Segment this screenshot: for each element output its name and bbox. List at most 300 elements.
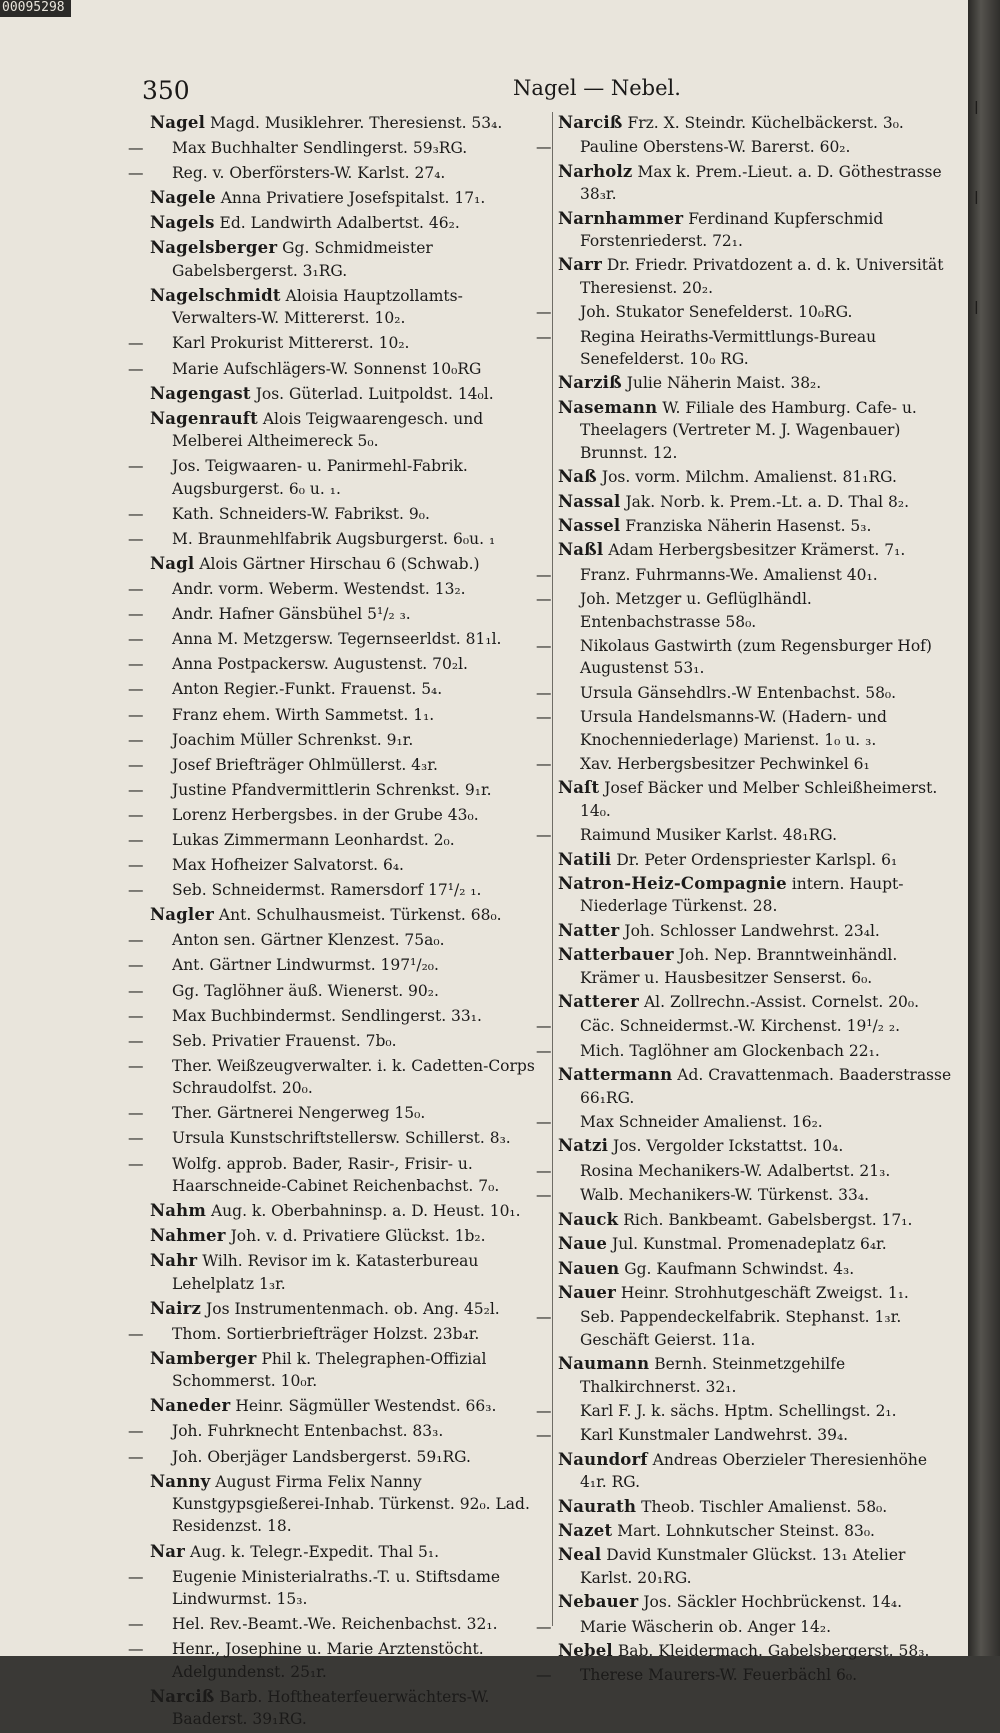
directory-entry <box>558 1209 954 1231</box>
directory-entry <box>536 326 954 371</box>
directory-entry <box>558 873 954 918</box>
repeat-dash: — <box>128 139 144 158</box>
directory-entry <box>150 408 546 453</box>
entry-surname: Nazet <box>558 1520 613 1540</box>
repeat-dash: — <box>128 805 144 824</box>
directory-entry <box>536 588 954 633</box>
repeat-dash: — <box>536 636 552 655</box>
repeat-dash: — <box>128 1031 144 1050</box>
entry-details: Max k. Prem.-Lieut. a. D. Göthestrasse 38₃r. <box>580 162 942 204</box>
directory-entry <box>536 635 954 680</box>
entry-details: Aug. k. Oberbahninsp. a. D. Heust. 10₁. <box>210 1202 521 1220</box>
repeat-dash: — <box>536 708 552 727</box>
directory-entry <box>150 1348 546 1393</box>
directory-entry <box>558 112 954 134</box>
entry-surname: Naumann <box>558 1354 650 1374</box>
entry-surname: Nagler <box>150 905 214 925</box>
repeat-dash: — <box>536 1401 552 1420</box>
entry-details: Max Buchhalter Sendlingerst. 59₃RG. <box>172 139 468 158</box>
entry-details: Jul. Kunstmal. Promenadeplatz 6₄r. <box>612 1235 887 1254</box>
directory-entry <box>536 824 954 846</box>
directory-entry <box>150 904 546 926</box>
repeat-dash: — <box>536 1426 552 1445</box>
entry-surname: Nahr <box>150 1251 198 1271</box>
repeat-dash: — <box>536 1308 552 1327</box>
entry-details: David Kunstmaler Glückst. 13₁ Atelier Karlst. 20₁RG. <box>580 1546 906 1587</box>
entry-details: Seb. Pappendeckelfabrik. Stephanst. 1₃r. Geschäft Geierst. 11a. <box>580 1308 902 1349</box>
edge-mark: | <box>974 100 979 115</box>
directory-entry <box>128 804 546 826</box>
directory-entry <box>558 397 954 464</box>
repeat-dash: — <box>128 580 144 599</box>
entry-details: Magd. Musiklehrer. Theresienst. 53₄. <box>210 114 503 132</box>
entry-details: Marie Aufschlägers-W. Sonnenst 10₀RG <box>172 359 482 378</box>
edge-mark: | <box>974 300 979 315</box>
entry-details: W. Filiale des Hamburg. Cafe- u. Theelagers (Vertreter M. J. Wagenbauer) Brunnst. 12. <box>580 398 917 462</box>
entry-details: Wolfg. approb. Bader, Rasir-, Frisir- u. Haarschneide-Cabinet Reichenbachst. 7₀. <box>172 1154 500 1195</box>
entry-details: Franz ehem. Wirth Sammetst. 1₁. <box>172 705 435 724</box>
directory-entry <box>128 1613 546 1635</box>
entry-details: Ursula Kunstschriftstellersw. Schillerst. 8₃. <box>172 1129 511 1148</box>
entry-details: Max Schneider Amalienst. 16₂. <box>580 1113 823 1132</box>
directory-entry <box>150 285 546 330</box>
directory-entry <box>128 1127 546 1149</box>
entry-details: Joh. Schlosser Landwehrst. 23₄l. <box>624 921 880 940</box>
repeat-dash: — <box>128 457 144 476</box>
entry-details: Hel. Rev.-Beamt.-We. Reichenbachst. 32₁. <box>172 1615 498 1634</box>
entry-details: Rosina Mechanikers-W. Adalbertst. 21₃. <box>580 1161 891 1180</box>
entry-details: Gg. Schmidmeister Gabelsbergerst. 3₁RG. <box>172 239 433 280</box>
directory-entry <box>150 237 546 282</box>
directory-entry <box>128 1055 546 1100</box>
entry-details: Jos. Teigwaaren- u. Panirmehl-Fabrik. Augsburgerst. 6₀ u. ₁. <box>172 457 468 498</box>
directory-entry <box>150 112 546 134</box>
entry-details: Regina Heiraths-Vermittlungs-Bureau Senefelderst. 10₀ RG. <box>580 327 877 369</box>
repeat-dash: — <box>536 1186 552 1205</box>
entry-details: Karl Prokurist Mittererst. 10₂. <box>172 334 410 353</box>
repeat-dash: — <box>128 605 144 624</box>
column-divider <box>552 112 553 1626</box>
entry-details: Ferdinand Kupferschmid Forstenriederst. 72₁. <box>580 209 884 251</box>
entry-surname: Narziß <box>558 373 622 393</box>
entry-details: Joachim Müller Schrenkst. 9₁r. <box>172 730 414 749</box>
directory-entry <box>128 678 546 700</box>
entry-surname: Natili <box>558 849 612 869</box>
directory-entry <box>150 1298 546 1320</box>
edge-mark: | <box>974 190 979 205</box>
entry-details: Therese Maurers-W. Feuerbächl 6₀. <box>580 1666 857 1685</box>
entry-surname: Nahmer <box>150 1226 226 1246</box>
repeat-dash: — <box>128 1615 144 1634</box>
directory-entry <box>150 1225 546 1247</box>
directory-entry <box>128 162 546 184</box>
entry-details: Ursula Gänsehdlrs.-W Entenbachst. 58₀. <box>580 683 897 702</box>
entry-surname: Naßl <box>558 540 604 560</box>
entry-surname: Nauck <box>558 1209 619 1229</box>
repeat-dash: — <box>128 1006 144 1025</box>
entry-details: Kath. Schneiders-W. Fabrikst. 9₀. <box>172 504 430 523</box>
entry-details: Bab. Kleidermach. Gabelsbergerst. 58₃. <box>617 1642 930 1660</box>
repeat-dash: — <box>128 1104 144 1123</box>
entry-surname: Nauen <box>558 1258 620 1278</box>
entry-details: Gg. Taglöhner äuß. Wienerst. 90₂. <box>172 981 439 1000</box>
entry-details: Julie Näherin Maist. 38₂. <box>626 374 822 393</box>
directory-entry <box>128 528 546 550</box>
entry-details: Reg. v. Oberförsters-W. Karlst. 27₄. <box>172 164 446 183</box>
entry-details: Lorenz Herbergsbes. in der Grube 43₀. <box>172 805 479 824</box>
directory-entry <box>128 729 546 751</box>
directory-entry <box>536 1400 954 1422</box>
directory-entry <box>128 829 546 851</box>
directory-entry <box>558 539 954 561</box>
repeat-dash: — <box>536 138 552 157</box>
directory-entry <box>558 372 954 394</box>
repeat-dash: — <box>128 1447 144 1466</box>
directory-entry <box>558 208 954 253</box>
entry-surname: Naundorf <box>558 1449 648 1469</box>
entry-details: Jak. Norb. k. Prem.-Lt. a. D. Thal 8₂. <box>625 492 910 511</box>
repeat-dash: — <box>128 164 144 183</box>
entry-details: Joh. Metzger u. Geflüglhändl. Entenbachstrasse 58₀. <box>580 590 812 631</box>
entry-surname: Natterer <box>558 992 639 1012</box>
directory-entry <box>536 1664 954 1686</box>
entry-details: Bernh. Steinmetzgehilfe Thalkirchnerst. 32₁. <box>580 1355 846 1396</box>
entry-details: Thom. Sortierbriefträger Holzst. 23b₄r. <box>172 1324 480 1343</box>
entry-details: Joh. v. d. Privatiere Glückst. 1b₂. <box>230 1227 486 1246</box>
entry-details: Wilh. Revisor im k. Katasterbureau Lehelplatz 1₃r. <box>172 1252 479 1293</box>
entry-details: M. Braunmehlfabrik Augsburgerst. 6₀u. ₁ <box>172 529 496 548</box>
directory-entry <box>558 1064 954 1109</box>
entry-details: Seb. Privatier Frauenst. 7b₀. <box>172 1031 397 1050</box>
entry-surname: Narnhammer <box>558 208 684 228</box>
directory-entry <box>128 653 546 675</box>
directory-entry <box>536 1306 954 1351</box>
entry-details: Ther. Weißzeugverwalter. i. k. Cadetten-Corps Schraudolfst. 20₀. <box>172 1056 535 1098</box>
entry-details: Anton Regier.-Funkt. Frauenst. 5₄. <box>172 680 443 699</box>
entry-surname: Nasemann <box>558 397 658 417</box>
entry-details: August Firma Felix Nanny Kunstgypsgießerei-Inhab. Türkenst. 92₀. Lad. Residenzst. 18. <box>172 1472 530 1536</box>
page-header <box>142 72 962 108</box>
directory-entry <box>558 1591 954 1613</box>
directory-entry <box>536 301 954 323</box>
directory-entry <box>536 1616 954 1638</box>
directory-entry <box>128 929 546 951</box>
entry-surname: Nahm <box>150 1201 207 1220</box>
entry-details: Mart. Lohnkutscher Steinst. 83₀. <box>617 1521 875 1540</box>
directory-entry <box>128 455 546 500</box>
directory-entry <box>558 1449 954 1494</box>
directory-entry <box>150 212 546 234</box>
entry-details: Eugenie Ministerialraths.-T. u. Stiftsdame Lindwurmst. 15₃. <box>172 1567 501 1609</box>
entry-details: Adam Herbergsbesitzer Krämerst. 7₁. <box>608 541 906 560</box>
entry-details: Ad. Cravattenmach. Baaderstrasse 66₁RG. <box>580 1066 952 1107</box>
directory-entry <box>558 1496 954 1518</box>
directory-entry <box>128 1566 546 1611</box>
directory-entry <box>558 1233 954 1255</box>
entry-details: Alois Gärtner Hirschau 6 (Schwab.) <box>199 554 480 573</box>
directory-entry <box>128 1153 546 1198</box>
running-title: Nagel — Nebel. <box>513 76 681 100</box>
directory-entry <box>128 1005 546 1027</box>
entry-details: Anton sen. Gärtner Klenzest. 75a₀. <box>172 931 445 950</box>
entry-surname: Natzi <box>558 1136 609 1156</box>
entry-details: Josef Briefträger Ohlmüllerst. 4₃r. <box>172 755 438 774</box>
entry-surname: Nebel <box>558 1641 613 1660</box>
directory-entry <box>536 1184 954 1206</box>
repeat-dash: — <box>128 655 144 674</box>
entry-details: Anna Postpackersw. Augustenst. 70₂l. <box>172 655 468 674</box>
entry-surname: Naſt <box>558 778 600 798</box>
entry-details: Ed. Landwirth Adalbertst. 46₂. <box>219 214 460 233</box>
entry-details: Jos Instrumentenmach. ob. Ang. 45₂l. <box>206 1299 500 1318</box>
directory-entry <box>128 137 546 159</box>
directory-entry <box>150 187 546 209</box>
entry-details: Max Buchbindermst. Sendlingerst. 33₁. <box>172 1006 482 1025</box>
entry-details: Rich. Bankbeamt. Gabelsbergst. 17₁. <box>623 1210 913 1229</box>
entry-details: Anna Privatiere Josefspitalst. 17₁. <box>220 189 486 208</box>
entry-details: Henr., Josephine u. Marie Arztenstöcht. Adelgundenst. 25₁r. <box>172 1640 484 1681</box>
repeat-dash: — <box>128 630 144 649</box>
entry-details: Ant. Gärtner Lindwurmst. 197¹/₂₀. <box>172 956 439 975</box>
directory-entry <box>558 515 954 537</box>
directory-entry <box>128 578 546 600</box>
directory-entry <box>536 564 954 586</box>
repeat-dash: — <box>128 956 144 975</box>
directory-entry <box>536 753 954 775</box>
repeat-dash: — <box>128 755 144 774</box>
directory-entry <box>128 1446 546 1468</box>
entry-details: Jos. Vergolder Ickstattst. 10₄. <box>612 1137 844 1156</box>
directory-entry <box>558 1258 954 1280</box>
entry-details: Franz. Fuhrmanns-We. Amalienst 40₁. <box>580 565 878 584</box>
entry-details: Karl F. J. k. sächs. Hptm. Schellingst. 2₁. <box>580 1401 897 1420</box>
directory-entry <box>558 161 954 206</box>
entry-surname: Naneder <box>150 1396 231 1416</box>
directory-entry <box>128 358 546 380</box>
entry-details: Lukas Zimmermann Leonhardst. 2₀. <box>172 830 455 849</box>
right-column <box>536 112 954 1689</box>
entry-details: Ant. Schulhausmeist. Türkenst. 68₀. <box>218 906 502 925</box>
directory-entry <box>150 1686 546 1731</box>
entry-details: Joh. Nep. Branntweinhändl. Krämer u. Hausbesitzer Senserst. 6₀. <box>580 946 898 987</box>
entry-surname: Nagel <box>150 113 206 132</box>
entry-details: Marie Wäscherin ob. Anger 14₂. <box>580 1617 832 1636</box>
entry-surname: Nar <box>150 1541 186 1561</box>
repeat-dash: — <box>128 1422 144 1441</box>
directory-entry <box>150 1250 546 1295</box>
entry-details: Seb. Schneidermst. Ramersdorf 17¹/₂ ₁. <box>172 881 482 900</box>
directory-entry <box>128 854 546 876</box>
repeat-dash: — <box>536 826 552 845</box>
repeat-dash: — <box>128 1056 144 1075</box>
entry-surname: Narr <box>558 255 602 275</box>
directory-entry <box>536 682 954 704</box>
entry-surname: Nassel <box>558 515 621 535</box>
directory-entry <box>558 1520 954 1542</box>
entry-details: Cäc. Schneidermst.-W. Kirchenst. 19¹/₂ ₂. <box>580 1017 901 1036</box>
entry-details: Aloisia Hauptzollamts-Verwalters-W. Mittererst. 10₂. <box>172 286 463 328</box>
repeat-dash: — <box>536 1017 552 1036</box>
entry-surname: Nagelsberger <box>150 238 278 258</box>
directory-entry <box>558 466 954 488</box>
entry-surname: Nagele <box>150 188 216 208</box>
entry-details: Barb. Hoftheaterfeuerwächters-W. Baaderst. 39₁RG. <box>172 1687 490 1729</box>
entry-details: Justine Pfandvermittlerin Schrenkst. 9₁r. <box>172 780 492 799</box>
repeat-dash: — <box>536 754 552 773</box>
directory-entry <box>128 954 546 976</box>
entry-details: Heinr. Sägmüller Westendst. 66₃. <box>235 1397 497 1416</box>
entry-details: Dr. Peter Ordenspriester Karlspl. 6₁ <box>616 850 898 869</box>
directory-entry <box>128 980 546 1002</box>
entry-surname: Natter <box>558 920 620 940</box>
directory-entry <box>128 628 546 650</box>
entry-surname: Nagels <box>150 213 215 233</box>
entry-details: Jos. Güterlad. Luitpoldst. 14₀l. <box>255 384 494 403</box>
entry-details: Ther. Gärtnerei Nengerweg 15₀. <box>172 1104 426 1123</box>
directory-entry <box>536 1160 954 1182</box>
entry-surname: Nairz <box>150 1298 202 1318</box>
entry-details: Ursula Handelsmanns-W. (Hadern- und Knochenniederlage) Marienst. 1₀ u. ₃. <box>580 708 887 749</box>
entry-surname: Narholz <box>558 161 633 181</box>
directory-entry <box>128 503 546 525</box>
repeat-dash: — <box>128 1640 144 1659</box>
repeat-dash: — <box>128 1567 144 1586</box>
directory-entry <box>128 332 546 354</box>
entry-details: Raimund Musiker Karlst. 48₁RG. <box>580 826 837 845</box>
entry-details: Karl Kunstmaler Landwehrst. 39₄. <box>580 1426 849 1445</box>
repeat-dash: — <box>536 1617 552 1636</box>
directory-entry <box>128 704 546 726</box>
entry-details: Joh. Fuhrknecht Entenbachst. 83₃. <box>172 1422 444 1441</box>
directory-entry <box>128 1420 546 1442</box>
repeat-dash: — <box>536 1666 552 1685</box>
entry-surname: Nebauer <box>558 1592 639 1612</box>
entry-surname: Nauer <box>558 1282 616 1302</box>
entry-details: Dr. Friedr. Privatdozent a. d. k. Universität Theresienst. 20₂. <box>580 256 944 297</box>
repeat-dash: — <box>536 303 552 322</box>
entry-surname: Nagenrauft <box>150 408 258 428</box>
entry-surname: Nassal <box>558 491 621 511</box>
entry-surname: Nanny <box>150 1471 211 1491</box>
directory-entry <box>558 777 954 822</box>
directory-entry <box>558 991 954 1013</box>
entry-surname: Nagl <box>150 553 195 573</box>
repeat-dash: — <box>128 529 144 548</box>
directory-entry <box>558 1353 954 1398</box>
page-number: 350 <box>142 76 190 105</box>
directory-entry <box>128 1323 546 1345</box>
entry-details: Alois Teigwaarengesch. und Melberei Altheimereck 5₀. <box>172 409 484 451</box>
entry-details: Heinr. Strohhutgeschäft Zweigst. 1₁. <box>620 1283 909 1302</box>
directory-entry <box>128 1638 546 1683</box>
entry-surname: Nagelschmidt <box>150 285 281 305</box>
entry-surname: Namberger <box>150 1348 257 1368</box>
entry-details: Jos. Säckler Hochbrückenst. 14₄. <box>643 1593 903 1612</box>
repeat-dash: — <box>128 1129 144 1148</box>
directory-entry <box>558 920 954 942</box>
directory-entry <box>150 1471 546 1538</box>
directory-entry <box>536 136 954 158</box>
entry-details: Nikolaus Gastwirth (zum Regensburger Hof) Augustenst 53₁. <box>580 636 932 678</box>
entry-surname: Natterbauer <box>558 945 674 965</box>
directory-entry <box>128 754 546 776</box>
directory-entry <box>558 1544 954 1589</box>
directory-entry <box>536 706 954 751</box>
repeat-dash: — <box>536 327 552 346</box>
repeat-dash: — <box>128 881 144 900</box>
entry-details: Andr. vorm. Weberm. Westendst. 13₂. <box>172 580 466 599</box>
entry-surname: Natron-Heiz-Compagnie <box>558 874 787 893</box>
entry-details: Max Hofheizer Salvatorst. 6₄. <box>172 856 404 875</box>
entry-details: Pauline Oberstens-W. Barerst. 60₂. <box>580 138 851 157</box>
entry-surname: Naß <box>558 467 597 487</box>
repeat-dash: — <box>128 1154 144 1173</box>
entry-details: Al. Zollrechn.-Assist. Cornelst. 20₀. <box>643 993 920 1012</box>
directory-entry <box>128 879 546 901</box>
repeat-dash: — <box>128 830 144 849</box>
entry-surname: Nattermann <box>558 1065 673 1085</box>
repeat-dash: — <box>536 683 552 702</box>
directory-entry <box>128 1102 546 1124</box>
repeat-dash: — <box>128 504 144 523</box>
directory-entry <box>536 1040 954 1062</box>
directory-entry <box>150 1200 546 1222</box>
repeat-dash: — <box>128 730 144 749</box>
entry-details: Franziska Näherin Hasenst. 5₃. <box>625 516 872 535</box>
repeat-dash: — <box>128 856 144 875</box>
directory-entry <box>150 553 546 575</box>
entry-details: Jos. vorm. Milchm. Amalienst. 81₁RG. <box>601 468 897 487</box>
repeat-dash: — <box>128 780 144 799</box>
directory-entry <box>128 779 546 801</box>
directory-entry <box>536 1015 954 1037</box>
entry-surname: Narciß <box>150 1686 215 1706</box>
directory-entry <box>150 383 546 405</box>
repeat-dash: — <box>128 359 144 378</box>
entry-details: Aug. k. Telegr.-Expedit. Thal 5₁. <box>190 1542 440 1561</box>
entry-details: Phil k. Thelegraphen-Offizial Schommerst. 10₀r. <box>172 1349 487 1391</box>
page-edge <box>968 0 1000 1656</box>
repeat-dash: — <box>536 590 552 609</box>
directory-entry <box>536 1424 954 1446</box>
entry-details: intern. Haupt-Niederlage Türkenst. 28. <box>580 875 904 916</box>
repeat-dash: — <box>128 705 144 724</box>
repeat-dash: — <box>536 565 552 584</box>
entry-details: Xav. Herbergsbesitzer Pechwinkel 6₁ <box>580 754 870 773</box>
entry-details: Andr. Hafner Gänsbühel 5¹/₂ ₃. <box>172 605 411 624</box>
repeat-dash: — <box>536 1161 552 1180</box>
entry-details: Walb. Mechanikers-W. Türkenst. 33₄. <box>580 1186 870 1205</box>
repeat-dash: — <box>128 1324 144 1343</box>
entry-surname: Narciß <box>558 113 623 132</box>
entry-surname: Neal <box>558 1545 602 1565</box>
directory-entry <box>558 944 954 989</box>
entry-details: Joh. Oberjäger Landsbergerst. 59₁RG. <box>172 1447 471 1466</box>
directory-entry <box>536 1111 954 1133</box>
directory-entry <box>558 491 954 513</box>
entry-surname: Naurath <box>558 1496 637 1516</box>
scan-id-stamp: 00095298 <box>0 0 71 17</box>
repeat-dash: — <box>128 334 144 353</box>
directory-entry <box>128 603 546 625</box>
left-column <box>128 112 546 1733</box>
directory-entry <box>558 849 954 871</box>
repeat-dash: — <box>128 680 144 699</box>
entry-details: Mich. Taglöhner am Glockenbach 22₁. <box>580 1041 880 1060</box>
directory-entry <box>128 1030 546 1052</box>
entry-surname: Naue <box>558 1234 608 1254</box>
directory-entry <box>558 1282 954 1304</box>
